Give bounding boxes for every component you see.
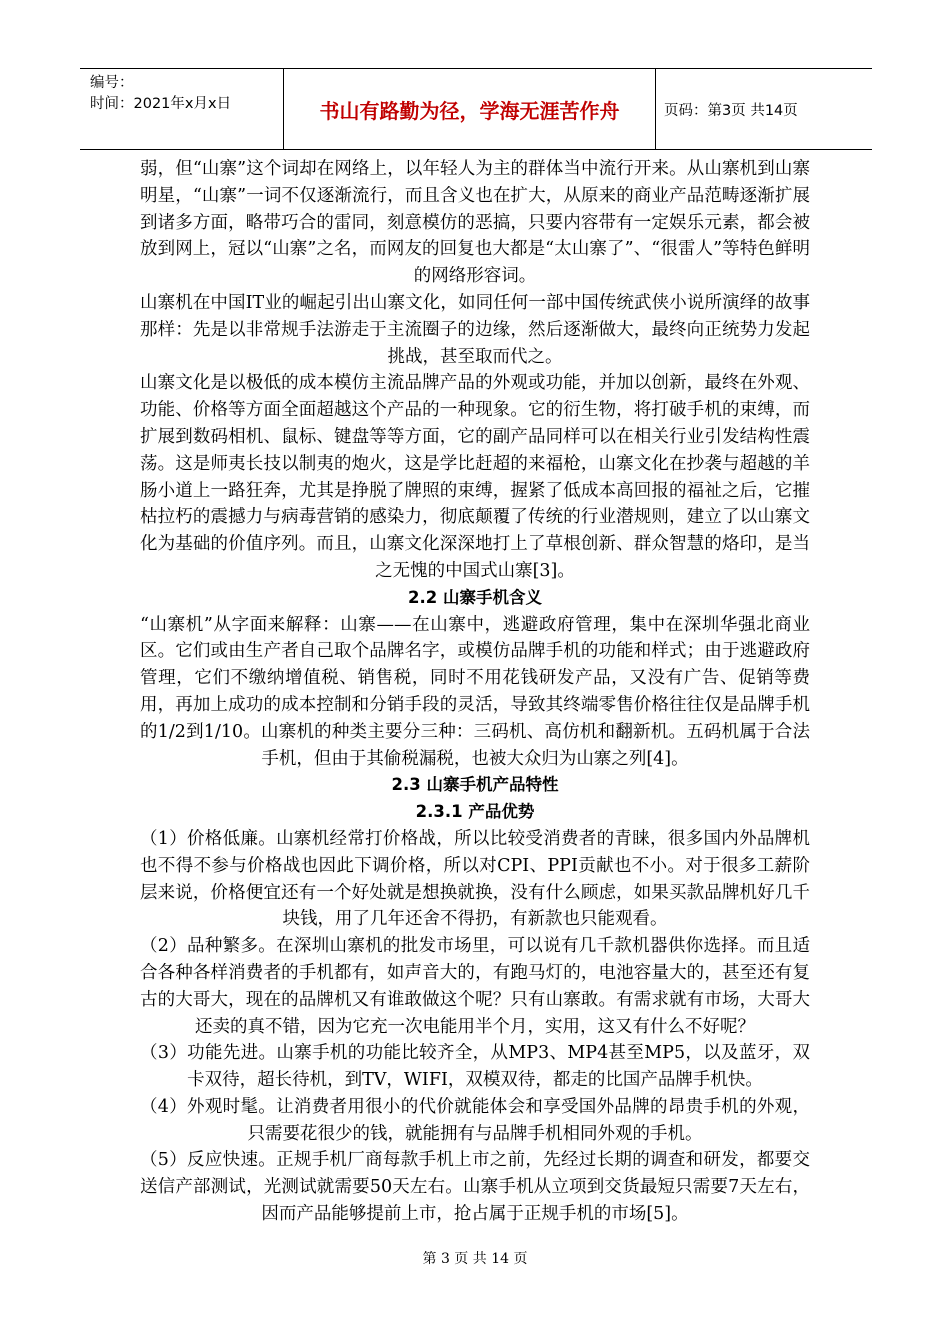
section-heading-2-3: 2.3 山寨手机产品特性 [391,775,559,795]
paragraph: 山寨文化是以极低的成本模仿主流品牌产品的外观或功能，并加以创新，最终在外观、功能、价格等方面全面超越这个产品的一种现象。它的衍生物，将打破手机的束缚，而扩展到数码相机、鼠标、键盘等等方面，它的副产品同样可以在相关行业引发结构性震荡。这是师夷长技以制夷的炮火，这是学比赶超的来福枪，山寨文化在抄袭与超越的羊肠小道上一路狂奔，尤其是挣脱了牌照的束缚，握紧了低成本高回报的福祉之后，它摧枯拉朽的震撼力与病毒营销的感染力，彻底颠覆了传统的行业潜规则，建立了以山寨文化为基础的价值序列。而且，山寨文化深深地打上了草根创新、群众智慧的烙印，是当之无愧的中国式山寨[3]。 [140,373,810,581]
list-item: （4）外观时髦。让消费者用很小的代价就能体会和享受国外品牌的昂贵手机的外观，只需要花很少的钱，就能拥有与品牌手机相同外观的手机。 [140,1096,810,1144]
paragraph: 山寨机在中国IT业的崛起引出山寨文化，如同任何一部中国传统武侠小说所演绎的故事那样：先是以非常规手法游走于主流圈子的边缘，然后逐渐做大，最终向正统势力发起挑战，甚至取而代之。 [140,292,810,367]
document-body [140,156,810,1228]
list-item: （2）品种繁多。在深圳山寨机的批发市场里，可以说有几千款机器供你选择。而且适合各种各样消费者的手机都有，如声音大的，有跑马灯的，电池容量大的，甚至还有复古的大哥大，现在的品牌机又有谁敢做这个呢？只有山寨敢。有需求就有市场，大哥大还卖的真不错，因为它充一次电能用半个月，实用，这又有什么不好呢？ [140,936,810,1037]
page-footer: 第 3 页 共 14 页 [422,1251,528,1267]
section-heading-2-2: 2.2 山寨手机含义 [408,587,542,607]
list-item: （3）功能先进。山寨手机的功能比较齐全，从MP3、MP4甚至MP5，以及蓝牙，双卡双待，超长待机，到TV，WIFI，双模双待，都走的比国产品牌手机快。 [140,1043,810,1091]
subsection-heading-2-3-1: 2.3.1 产品优势 [415,802,535,822]
paragraph: 弱，但“山寨”这个词却在网络上，以年轻人为主的群体当中流行开来。从山寨机到山寨明星，“山寨”一词不仅逐渐流行，而且含义也在扩大，从原来的商业产品范畴逐渐扩展到诸多方面，略带巧合的雷同，刻意模仿的恶搞，只要内容带有一定娱乐元素，都会被放到网上，冠以“山寨”之名，而网友的回复也大都是“太山寨了”、“很雷人”等特色鲜明的网络形容词。 [140,159,810,287]
list-item: （1）价格低廉。山寨机经常打价格战，所以比较受消费者的青睐，很多国内外品牌机也不得不参与价格战也因此下调价格，所以对CPI、PPI贡献也不小。对于很多工薪阶层来说，价格便宜还有一个好处就是想换就换，没有什么顾虑，如果买款品牌机好几千块钱，用了几年还舍不得扔，有新款也只能观看。 [140,828,810,930]
header-time-label: 时间：2021年x月x日 [90,96,232,112]
header-number-label: 编号： [90,75,134,91]
header-motto: 书山有路勤为径，学海无涯苦作舟 [284,69,656,149]
list-item: （5）反应快速。正规手机厂商每款手机上市之前，先经过长期的调查和研发，都要交送信产部测试，光测试就需要50天左右。山寨手机从立项到交货最短只需要7天左右，因而产品能够提前上市，抢占属于正规手机的市场[5]。 [140,1150,810,1225]
header-info-cell [80,69,284,149]
header-page-label: 页码：第3页 共14页 [664,102,798,119]
paragraph: “山寨机”从字面来解释：山寨——在山寨中，逃避政府管理，集中在深圳华强北商业区。它们或由生产者自己取个品牌名字，或模仿品牌手机的功能和样式；由于逃避政府管理，它们不缴纳增值税、销售税，同时不用花钱研发产品，又没有广告、促销等费用，再加上成功的成本控制和分销手段的灵活，导致其终端零售价格往往仅是品牌手机的1/2到1/10。山寨机的种类主要分三种：三码机、高仿机和翻新机。五码机属于合法手机，但由于其偷税漏税，也被大众归为山寨之列[4]。 [140,614,810,769]
page-header [80,68,872,150]
